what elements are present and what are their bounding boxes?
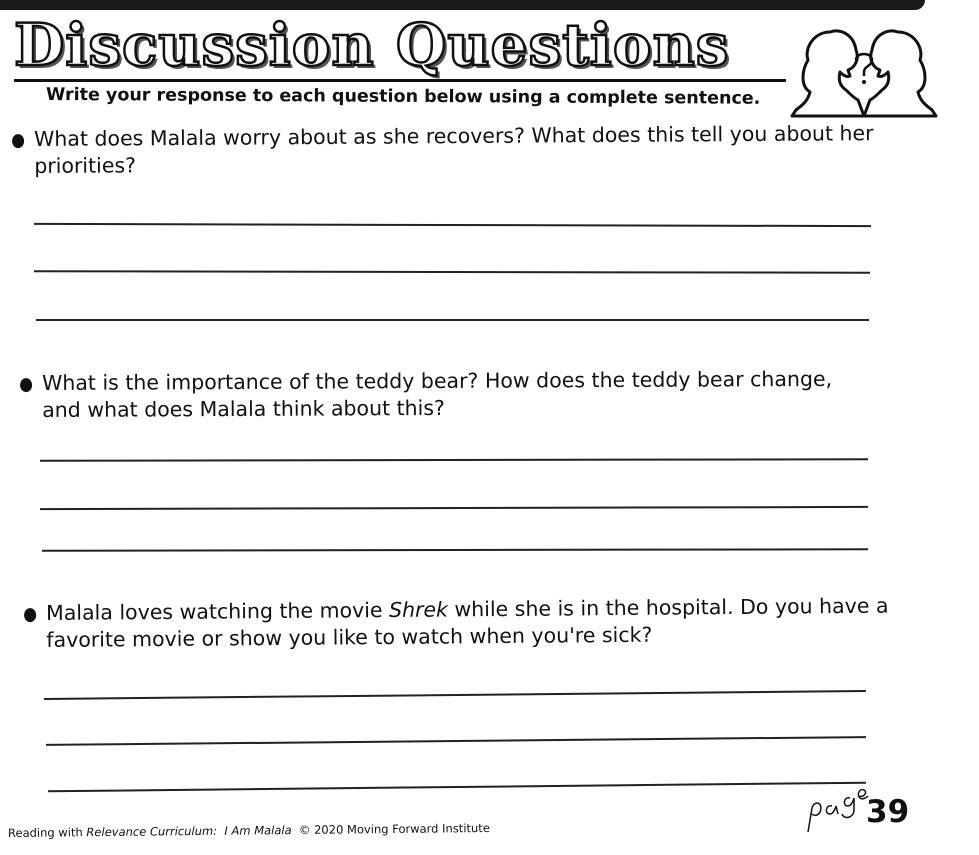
question-2-text: What is the importance of the teddy bear? How does the teddy bear change, and what does Malala think about this? [42,366,833,422]
answer-line[interactable] [44,690,866,700]
footer-credit [8,821,490,840]
answer-line[interactable] [48,782,866,793]
bullet-icon [24,608,36,622]
page-script-label [802,786,872,834]
answer-line[interactable] [40,458,868,461]
page-number: 39 [866,794,910,830]
title-underline [14,79,786,82]
answer-line[interactable] [40,506,868,510]
question-3 [46,593,896,654]
footer-copyright: © 2020 Moving Forward Institute [298,820,490,837]
question-1 [34,120,874,180]
two-heads-question-icon [790,20,938,120]
question-3-text-end: while she is in the hospital. Do you have a favorite movie or show you like to watch when you're sick? [46,593,889,652]
question-2 [42,366,862,424]
footer-prefix: Reading with [7,825,87,840]
footer-curriculum: Relevance Curriculum: [86,823,218,840]
bullet-icon [12,134,24,148]
movie-title: Shrek [388,597,449,623]
answer-line[interactable] [46,736,866,746]
bullet-icon [20,378,32,392]
question-3-text-start: Malala loves watching the movie [46,598,390,625]
answer-line[interactable] [34,223,871,227]
footer-book: I Am Malala [224,823,292,838]
top-border-bar [0,0,925,10]
answer-line[interactable] [34,270,870,273]
answer-line[interactable] [36,319,869,321]
answer-line[interactable] [42,548,868,551]
question-1-text: What does Malala worry about as she recovers? What does this tell you about her priorities? [34,121,874,178]
page-title: Discussion Questions [14,11,730,79]
instructions-text: Write your response to each question below using a complete sentence. [45,85,761,109]
